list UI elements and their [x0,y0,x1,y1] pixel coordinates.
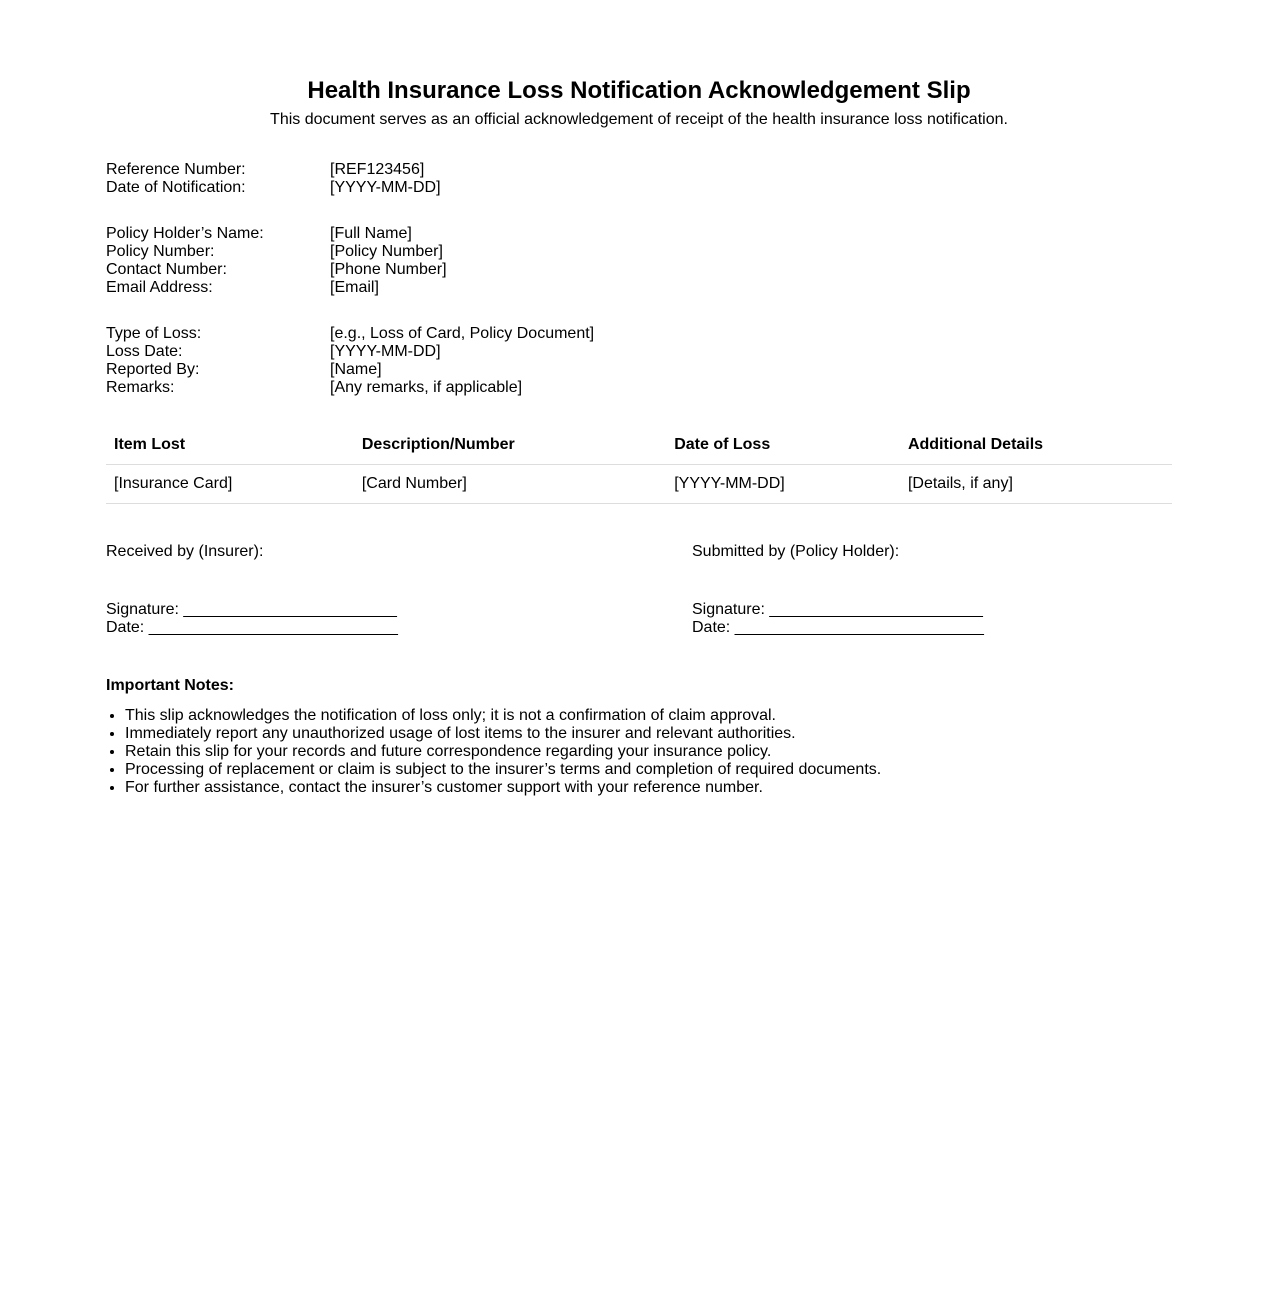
field-label: Email Address: [106,279,213,296]
field-label: Contact Number: [106,261,227,278]
table-cell: [Insurance Card] [106,465,354,504]
field-value: [Phone Number] [330,261,447,278]
field-row-contact-number [106,261,1006,279]
insurer-date-line: Date: ____________________________ [106,619,398,636]
document-subtitle: This document serves as an official acknowledgement of receipt of the health insurance loss notification. [270,111,1008,128]
field-row-type-of-loss [106,325,1006,343]
important-notes-list [106,707,1185,797]
field-value: [YYYY-MM-DD] [330,179,441,196]
column-header-additional-details: Additional Details [900,425,1172,465]
field-value: [Policy Number] [330,243,443,260]
insurer-signature-line: Signature: ________________________ [106,601,397,618]
field-value: [YYYY-MM-DD] [330,343,441,360]
field-row-reported-by [106,361,1006,379]
list-item: • Immediately report any unauthorized usage of lost items to the insurer and relevant authorities. [125,725,1185,743]
insurer-signature-block [106,543,606,637]
table-cell: [Details, if any] [900,465,1172,504]
field-label: Policy Number: [106,243,215,260]
field-value: [Email] [330,279,379,296]
field-row-policy-holder-name [106,225,1006,243]
field-row-email-address [106,279,1006,297]
table-header-row [106,425,1172,465]
field-value: [Any remarks, if applicable] [330,379,523,396]
reference-section [106,161,1006,197]
table-cell: [YYYY-MM-DD] [666,465,900,504]
field-value: [REF123456] [330,161,425,178]
field-value: [Name] [330,361,382,378]
document-title: Health Insurance Loss Notification Acknowledgement Slip [307,77,971,104]
column-header-date-of-loss: Date of Loss [666,425,900,465]
field-label: Loss Date: [106,343,183,360]
table-row [106,465,1172,504]
field-label: Policy Holder’s Name: [106,225,264,242]
field-label: Remarks: [106,379,175,396]
list-item: • For further assistance, contact the insurer’s customer support with your reference number. [125,779,1185,797]
field-value: [e.g., Loss of Card, Policy Document] [330,325,595,342]
field-row-date-of-notification [106,179,1006,197]
important-notes-title: Important Notes: [106,677,234,694]
list-item: • Processing of replacement or claim is subject to the insurer’s terms and completion of required documents. [125,761,1185,779]
field-row-loss-date [106,343,1006,361]
field-label: Reported By: [106,361,200,378]
holder-signature-line: Signature: ________________________ [692,601,983,618]
field-row-reference-number [106,161,1006,179]
column-header-item-lost: Item Lost [106,425,354,465]
holder-signature-block [692,543,1192,637]
field-label: Type of Loss: [106,325,202,342]
policy-holder-section [106,225,1006,297]
holder-heading: Submitted by (Policy Holder): [692,543,900,560]
items-lost-table [106,425,1172,504]
field-row-policy-number [106,243,1006,261]
field-label: Reference Number: [106,161,246,178]
list-item: • Retain this slip for your records and future correspondence regarding your insurance policy. [125,743,1185,761]
column-header-description: Description/Number [354,425,666,465]
loss-details-section [106,325,1006,397]
field-value: [Full Name] [330,225,412,242]
insurer-heading: Received by (Insurer): [106,543,264,560]
holder-date-line: Date: ____________________________ [692,619,984,636]
field-label: Date of Notification: [106,179,246,196]
field-row-remarks [106,379,1006,397]
table-cell: [Card Number] [354,465,666,504]
list-item: • This slip acknowledges the notification of loss only; it is not a confirmation of claim approval. [125,707,1185,725]
